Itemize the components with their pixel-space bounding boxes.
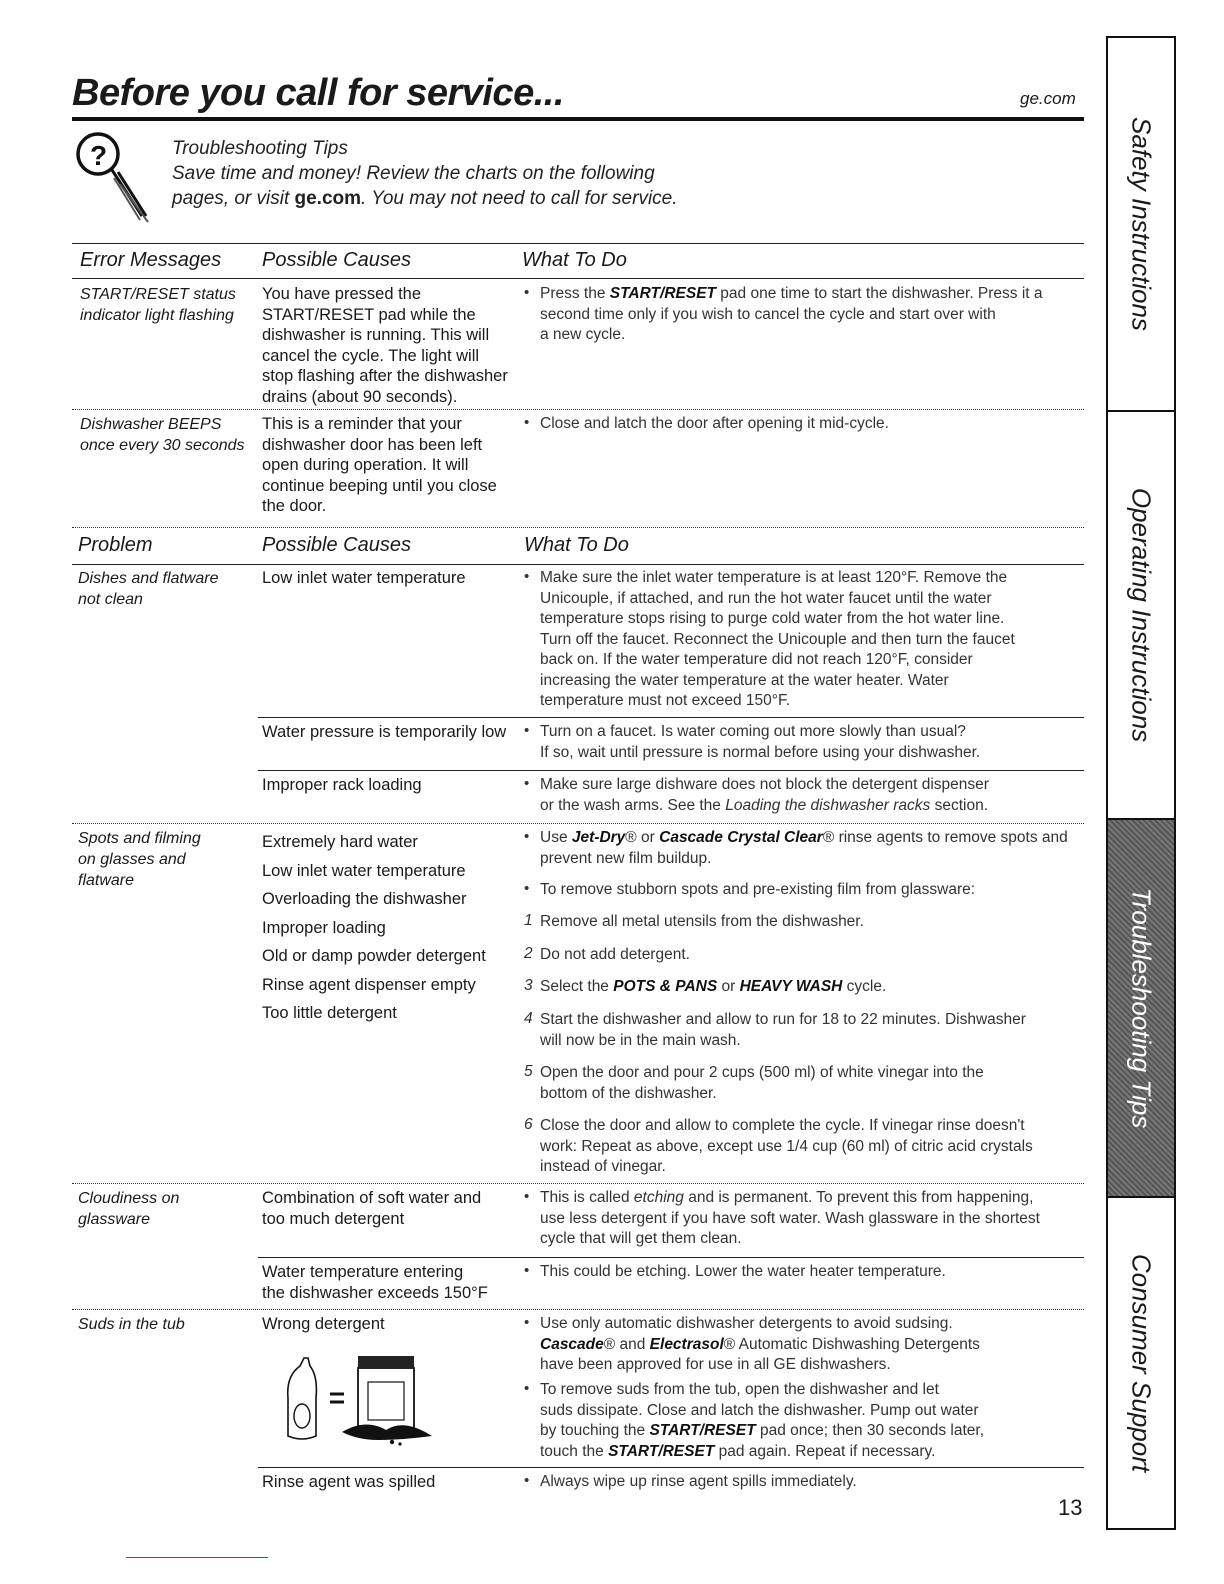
todo-text: section. [930,796,989,814]
tips-line2-post: . You may not need to call for service. [361,188,678,209]
table2-header-possible-causes: Possible Causes [262,534,411,556]
todo-emphasis: Cascade Crystal Clear [659,829,823,846]
bullet: • [524,1472,530,1489]
cause-line: Rinse agent dispenser empty [262,975,476,994]
table2-header-rule [72,564,1084,565]
page-title: Before you call for service... [72,72,564,114]
bullet: • [524,722,530,739]
tips-intro [172,136,678,211]
cause-soft-water [262,1188,481,1229]
step-6 [540,1116,1033,1178]
problem-line: once every 30 seconds [80,437,245,454]
bottom-link-underline [126,1557,268,1558]
todo-line: will now be in the main wash. [540,1031,741,1049]
todo-text: ® and [603,1335,650,1353]
tab-safety-instructions[interactable] [1108,38,1174,410]
bullet: • [524,880,530,897]
cause-line: Overloading the dishwasher [262,890,467,908]
todo-line [540,1442,984,1463]
problem-line: Cloudiness on [78,1190,180,1207]
todo-line: cycle that will get them clean. [540,1230,742,1247]
bullet: • [524,1188,530,1205]
problem-line: glassware [78,1211,151,1228]
step-1: Remove all metal utensils from the dishwasher. [540,913,864,930]
todo-line: work: Repeat as above, except use 1/4 cup (60 ml) of citric acid crystals [540,1137,1033,1155]
table2-header-problem: Problem [78,534,153,556]
cause-line: dishwasher door has been left [262,435,483,454]
bullet: • [524,284,530,301]
causes-spots-filming [262,828,486,1028]
todo-line: have been approved for use in all GE dishwashers. [540,1356,891,1373]
todo-line: suds dissipate. Close and latch the dishwasher. Pump out water [540,1401,979,1419]
table1-header-what-to-do: What To Do [522,249,627,271]
todo-line: temperature stops rising to purge cold water from the hot water line. [540,610,1005,627]
todo-text: This is called [540,1189,634,1206]
todo-line: To remove suds from the tub, open the dishwasher and let [540,1381,939,1398]
tips-heading: Troubleshooting Tips [172,138,348,159]
table1-top-rule [72,243,1084,244]
todo-text: or the wash arms. See the [540,796,726,814]
tab-consumer-support[interactable] [1108,1198,1174,1528]
todo-water-temp-high: This could be etching. Lower the water heater temperature. [540,1263,946,1280]
step-number: 4 [524,1010,533,1027]
todo-start-reset [540,284,1043,346]
todo-etching [540,1188,1040,1250]
bullet: • [524,1262,530,1279]
problem-line: Dishwasher BEEPS [80,416,222,433]
row-rule [72,1183,1084,1184]
todo-rinse-agent-spilled: Always wipe up rinse agent spills immediately. [540,1473,857,1490]
problem-line: Dishes and flatware [78,570,219,587]
problem-line: START/RESET status [80,286,236,303]
todo-text: Select the [540,978,614,995]
title-rule [72,117,1084,121]
step-number: 6 [524,1116,533,1133]
todo-text: ® Automatic Dishwashing Detergents [723,1335,980,1353]
step-3 [540,977,886,998]
table2-top-rule [72,527,1084,528]
cause-improper-rack-loading: Improper rack loading [262,776,422,794]
step-4 [540,1010,1026,1051]
cause-line: Water temperature entering [262,1263,464,1281]
todo-line [540,1421,984,1442]
problem-line: on glasses and [78,851,186,868]
problem-dishes-not-clean [78,568,219,610]
section-tabs [1106,36,1176,1530]
problem-line: flatware [78,872,135,889]
bullet: • [524,414,530,431]
cause-line: This is a reminder that your [262,415,462,433]
problem-suds: Suds in the tub [78,1316,185,1333]
cause-line: cancel the cycle. The light will [262,346,480,365]
todo-low-inlet-temp [540,568,1015,712]
cause-line: Low inlet water temperature [262,861,466,880]
todo-rinse-agents [540,828,1068,869]
todo-line: If so, wait until pressure is normal before using your dishwasher. [540,743,981,761]
subrow-rule [258,1257,1084,1258]
cause-line: Too little detergent [262,1004,397,1022]
todo-text: or [717,978,740,995]
todo-line: Make sure the inlet water temperature is at least 120°F. Remove the [540,569,1008,586]
subrow-rule [258,1467,1084,1468]
tab-label: Safety Instructions [1126,117,1157,331]
cause-line: dishwasher is running. This will [262,326,490,344]
todo-text: and is permanent. To prevent this from happening, [683,1189,1034,1206]
cause-line: drains (about 90 seconds). [262,387,458,406]
detergent-illustration-icon [282,1348,442,1448]
bullet: • [524,828,530,845]
cause-line: the dishwasher exceeds 150°F [262,1283,488,1302]
todo-emphasis: START/RESET [608,1442,715,1460]
todo-line: Start the dishwasher and allow to run for 18 to 22 minutes. Dishwasher [540,1011,1026,1028]
cause-line: the door. [262,497,327,515]
todo-emphasis: Electrasol [649,1335,724,1353]
bullet: • [524,568,530,585]
todo-low-pressure [540,722,980,763]
table1-header-possible-causes: Possible Causes [262,249,411,271]
row-rule [72,823,1084,824]
todo-text: pad one time to start the dishwasher. Press it a [716,285,1043,302]
site-link[interactable]: ge.com [1020,89,1076,108]
todo-italic: etching [633,1189,684,1206]
todo-line [540,1335,980,1356]
cause-low-pressure: Water pressure is temporarily low [262,723,507,741]
todo-line: Make sure large dishware does not block the detergent dispenser [540,776,989,793]
cause-wrong-detergent: Wrong detergent [262,1315,385,1333]
step-number: 2 [524,945,533,962]
cause-line: START/RESET pad while the [262,305,476,324]
cause-line: Extremely hard water [262,833,418,851]
tab-label: Operating Instructions [1126,487,1157,743]
cause-line: Combination of soft water and [262,1189,482,1207]
tips-link[interactable]: ge.com [294,188,362,209]
tab-label: Troubleshooting Tips [1126,887,1157,1129]
tab-label: Consumer Support [1126,1253,1157,1473]
todo-line: prevent new film buildup. [540,849,712,867]
table1-header-error-messages: Error Messages [80,249,222,271]
todo-line: bottom of the dishwasher. [540,1084,717,1102]
todo-text: ® or [625,829,660,846]
todo-line [540,828,1068,849]
row-rule [72,1309,1084,1310]
todo-text: Use [540,829,572,846]
todo-emphasis: START/RESET [649,1422,756,1439]
todo-line: use less detergent if you have soft water. Wash glassware in the shortest [540,1209,1040,1227]
cause-line: open during operation. It will [262,456,469,474]
problem-cloudiness [78,1188,179,1230]
cause-line: You have pressed the [262,285,422,303]
todo-text: ® rinse agents to remove spots and [822,829,1068,846]
todo-remove-film: To remove stubborn spots and pre-existing film from glassware: [540,881,976,898]
tips-line2-pre: pages, or visit [172,188,295,209]
cause-line: too much detergent [262,1209,405,1228]
todo-text: pad again. Repeat if necessary. [714,1442,936,1460]
step-2: Do not add detergent. [540,946,690,963]
svg-text:?: ? [90,140,108,171]
step-5 [540,1063,984,1104]
todo-line: Close the door and allow to complete the cycle. If vinegar rinse doesn't [540,1117,1025,1134]
row-rule [72,409,1084,410]
todo-line: temperature must not exceed 150°F. [540,692,791,709]
question-magnifier-icon [74,128,154,228]
step-number: 1 [524,912,533,929]
todo-text: cycle. [842,978,887,995]
todo-line: back on. If the water temperature did not reach 120°F, consider [540,651,973,668]
problem-start-reset [80,284,236,326]
todo-line: Turn on a faucet. Is water coming out more slowly than usual? [540,723,966,740]
subrow-rule [258,717,1084,718]
todo-text: touch the [540,1442,609,1460]
step-number: 5 [524,1063,533,1080]
todo-line: Unicouple, if attached, and run the hot water faucet until the water [540,589,992,607]
todo-text: by touching the [540,1422,650,1439]
bullet: • [524,1314,530,1331]
cause-water-temp-high [262,1262,488,1303]
todo-line [540,284,1043,305]
todo-emphasis: Cascade [540,1335,604,1353]
subrow-rule [258,770,1084,771]
tab-operating-instructions[interactable] [1108,412,1174,818]
todo-italic: Loading the dishwasher racks [725,796,931,814]
todo-emphasis: POTS & PANS [613,978,718,995]
todo-emphasis: Jet-Dry [571,829,626,846]
problem-beeps [80,414,245,456]
problem-line: not clean [78,591,143,608]
todo-line: a new cycle. [540,326,626,343]
todo-improper-rack-loading [540,775,989,816]
problem-line: Spots and filming [78,830,201,847]
todo-line: second time only if you wish to cancel the cycle and start over with [540,305,996,323]
page-number: 13 [1058,1495,1083,1520]
cause-line: stop flashing after the dishwasher [262,367,508,385]
todo-line: Open the door and pour 2 cups (500 ml) of white vinegar into the [540,1064,984,1081]
cause-line: Improper loading [262,918,386,937]
todo-remove-suds [540,1380,984,1462]
tips-line2 [172,186,678,211]
problem-line: indicator light flashing [80,307,234,324]
todo-line: instead of vinegar. [540,1158,666,1175]
table2-header-what-to-do: What To Do [524,534,629,556]
cause-rinse-agent-spilled: Rinse agent was spilled [262,1473,436,1491]
problem-spots-filming [78,828,201,891]
todo-use-automatic-detergent [540,1314,980,1376]
todo-emphasis: HEAVY WASH [739,978,843,995]
todo-line [540,1188,1040,1209]
cause-beeps [262,414,497,517]
step-number: 3 [524,977,533,994]
todo-text: Press the [540,285,610,302]
bullet: • [524,1380,530,1397]
table1-header-rule [72,278,1084,279]
cause-line: continue beeping until you close [262,476,497,495]
todo-beeps: Close and latch the door after opening it mid-cycle. [540,415,889,432]
todo-line [540,796,989,817]
tab-troubleshooting-tips[interactable] [1108,820,1174,1196]
tips-line1: Save time and money! Review the charts on the following [172,163,655,184]
cause-start-reset [262,284,508,407]
todo-emphasis: START/RESET [609,285,716,302]
todo-text: pad once; then 30 seconds later, [755,1422,985,1439]
bullet: • [524,775,530,792]
todo-line: Use only automatic dishwasher detergents to avoid sudsing. [540,1315,953,1332]
cause-low-inlet-temp: Low inlet water temperature [262,569,466,587]
todo-line: increasing the water temperature at the water heater. Water [540,671,949,689]
cause-line: Old or damp powder detergent [262,947,486,965]
todo-line: Turn off the faucet. Reconnect the Unicouple and then turn the faucet [540,630,1015,648]
